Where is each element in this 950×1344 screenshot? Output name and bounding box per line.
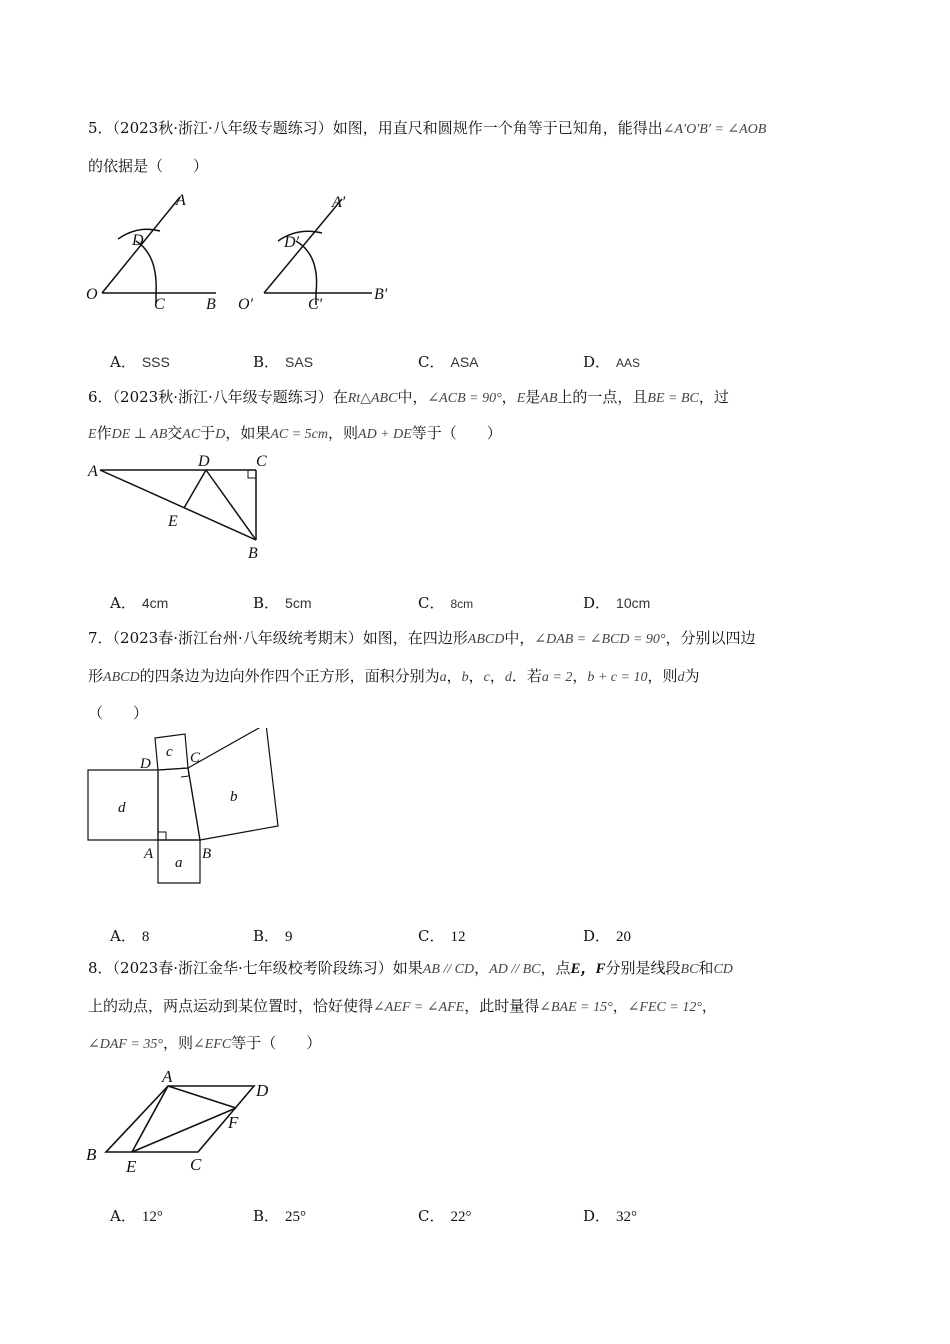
q8-label-c: C (190, 1155, 202, 1174)
q6-segment-de (184, 470, 206, 508)
q8-line3: ∠DAF = 35°，则∠EFC等于（ ） (88, 1034, 322, 1052)
q5-label-c: C (154, 296, 165, 313)
q6-option-b[interactable]: B． 5cm (253, 594, 312, 612)
q6-options (110, 592, 850, 614)
q6-label-b: B (248, 545, 258, 562)
q5-label-o: O (86, 286, 98, 303)
q5-option-c[interactable]: C． ASA (418, 353, 479, 371)
q7-line3: （ ） (88, 704, 149, 722)
q8-option-b[interactable]: B． 25° (253, 1207, 307, 1225)
q8-option-a[interactable]: A． 12° (110, 1207, 163, 1225)
q7-label-a-area: a (175, 855, 183, 871)
q5-label-a-prime: A′ (332, 194, 346, 211)
q6-option-d[interactable]: D． 10cm (583, 594, 651, 612)
q8-option-d[interactable]: D． 32° (583, 1207, 638, 1225)
q5-line1 (88, 118, 766, 140)
q6-label-d: D (198, 453, 210, 470)
q7-line1: 7．（2023春·浙江台州·八年级统考期末）如图，在四边形ABCD中，∠DAB = ∠BCD = 90°，分别以四边 (88, 629, 756, 647)
q6-option-a[interactable]: A． 4cm (110, 594, 169, 612)
q8-label-e: E (126, 1157, 137, 1176)
q5-label-o-prime: O′ (238, 296, 254, 313)
q6-option-c[interactable]: C． 8cm (418, 594, 474, 612)
q7-label-c-area: c (166, 744, 173, 760)
q5-label-d: D (132, 232, 144, 249)
q7-option-b[interactable]: B． 9 (253, 927, 293, 945)
q8-option-c[interactable]: C． 22° (418, 1207, 472, 1225)
q8-segment-ef (132, 1108, 236, 1152)
q5-text2: 的依据是（ ） (88, 157, 209, 175)
q7-option-c[interactable]: C． 12 (418, 927, 466, 945)
q5-option-a[interactable]: A． SSS (110, 353, 170, 371)
q5-options (110, 351, 850, 373)
q6-label-e: E (168, 513, 178, 530)
q8-options (110, 1205, 850, 1227)
q6-label-a: A (88, 463, 98, 480)
q8-line2: 上的动点，两点运动到某位置时，恰好使得∠AEF = ∠AFE，此时量得∠BAE = 15°，∠FEC = 12°， (88, 997, 717, 1015)
q5-text: 如图，用直尺和圆规作一个角等于已知角，能得出 (332, 119, 663, 137)
q7-option-d[interactable]: D． 20 (583, 927, 632, 945)
q7-right-angle-c (181, 768, 189, 777)
q5-option-d[interactable]: D． AAS (583, 353, 641, 371)
q5-number: 5． (88, 119, 113, 137)
q8-label-d: D (256, 1081, 269, 1100)
q5-option-b[interactable]: B． SAS (253, 353, 314, 371)
q6-side-ab (100, 470, 256, 540)
q8-label-b: B (86, 1145, 97, 1164)
q7-label-c-vertex: C (190, 750, 201, 766)
q7-options (110, 925, 850, 947)
q7-label-d-area: d (118, 800, 126, 816)
q5-math-angle: ∠A′O′B′ = ∠AOB (662, 122, 767, 137)
q8-segment-af (168, 1086, 236, 1108)
q5-source: （2023秋·浙江·八年级专题练习） (112, 119, 333, 137)
q7-label-b-vertex: B (202, 846, 212, 862)
q5-label-b-prime: B′ (374, 286, 388, 303)
q6-figure (82, 450, 282, 565)
q5-label-d-prime: D′ (284, 234, 300, 251)
q8-label-f: F (228, 1113, 239, 1132)
q7-label-a-vertex: A (144, 846, 154, 862)
q6-right-angle-mark (248, 470, 256, 478)
q5-line2 (88, 156, 208, 176)
q8-figure (80, 1064, 290, 1184)
q6-line1: 6．（2023秋·浙江·八年级专题练习）在Rt△ABC中，∠ACB = 90°，E是AB上的一点，且BE = BC，过 (88, 388, 729, 406)
q7-label-b-area: b (230, 789, 238, 805)
q7-line2: 形ABCD的四条边为边向外作四个正方形，面积分别为a，b，c，d．若a = 2，b + c = 10，则d为 (88, 667, 700, 685)
q7-figure (80, 728, 290, 888)
q8-label-a: A (162, 1067, 173, 1086)
q5-label-a: A (176, 192, 186, 209)
q6-label-c: C (256, 453, 267, 470)
q5-label-c-prime: C′ (308, 296, 323, 313)
q8-line1: 8．（2023春·浙江金华·七年级校考阶段练习）如果AB // CD，AD // BC，点E，F分别是线段BC和CD (88, 959, 733, 977)
q5-label-b: B (206, 296, 216, 313)
q7-option-a[interactable]: A． 8 (110, 927, 150, 945)
q7-right-angle-a (158, 832, 166, 840)
q6-line2: E作DE ⊥ AB交AC于D，如果AC = 5cm，则AD + DE等于（ ） (88, 424, 502, 442)
q7-square-b (188, 728, 278, 840)
q7-label-d-vertex: D (140, 756, 151, 772)
q5-figure (80, 185, 410, 320)
